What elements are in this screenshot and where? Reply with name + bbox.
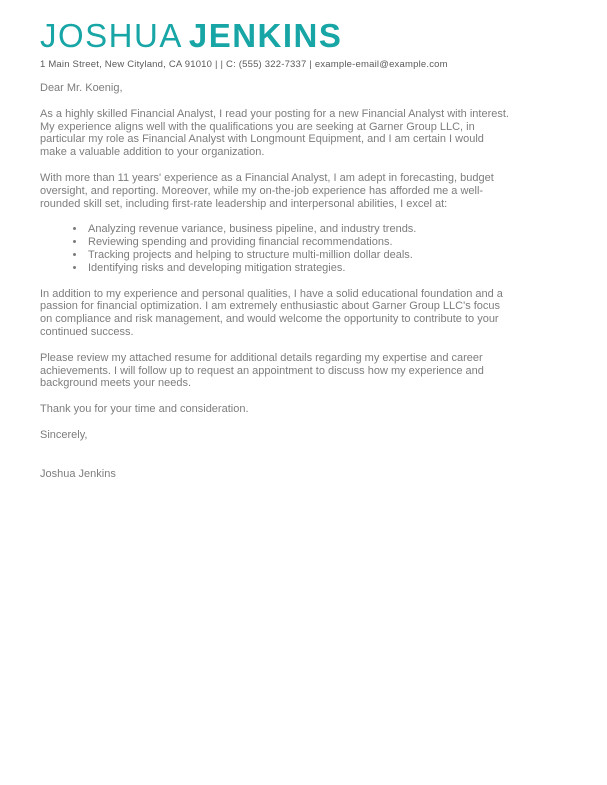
thanks-line: Thank you for your time and consideration. — [40, 403, 249, 416]
candidate-first-name: JOSHUA — [40, 17, 183, 54]
paragraph-education: In addition to my experience and personal qualities, I have a solid educational foundation and a passion for financial optimization. I am extremely enthusiastic about Garner Group LLC's focus on compliance and risk management, and would welcome the opportunity to contribute to your continued success. — [40, 287, 503, 338]
skills-list-item: • Analyzing revenue variance, business pipeline, and industry trends. — [86, 223, 513, 236]
skills-list-item: • Identifying risks and developing mitigation strategies. — [86, 262, 513, 275]
closing-line: Sincerely, — [40, 428, 88, 441]
candidate-last-name: JENKINS — [188, 17, 343, 54]
paragraph-followup: Please review my attached resume for additional details regarding my expertise and career achievements. I will follow up to request an appointment to discuss how my experience and background meets your needs. — [40, 351, 484, 390]
signature-name: Joshua Jenkins — [40, 467, 116, 480]
skills-list — [40, 223, 513, 274]
skills-list-item: • Tracking projects and helping to structure multi-million dollar deals. — [86, 249, 513, 262]
skills-list-item: • Reviewing spending and providing financial recommendations. — [86, 236, 513, 249]
candidate-name — [40, 18, 573, 54]
paragraph-experience: With more than 11 years' experience as a Financial Analyst, I am adept in forecasting, budget oversight, and reporting. Moreover, while my on-the-job experience has afforded me a well-rounded skill set, including first-rate leadership and interpersonal abilities, I excel at: — [40, 171, 494, 210]
contact-line: 1 Main Street, New Cityland, CA 91010 | | C: (555) 322-7337 | example-email@example.com — [40, 59, 448, 70]
letter-body — [0, 70, 545, 481]
salutation: Dear Mr. Koenig, — [40, 82, 123, 94]
letterhead — [0, 0, 607, 70]
paragraph-introduction: As a highly skilled Financial Analyst, I read your posting for a new Financial Analyst with interest. My experience aligns well with the qualifications you are seeking at Garner Group LLC, in particular my role as Financial Analyst with Longmount Equipment, and I am certain I would make a valuable addition to your organization. — [40, 107, 509, 159]
